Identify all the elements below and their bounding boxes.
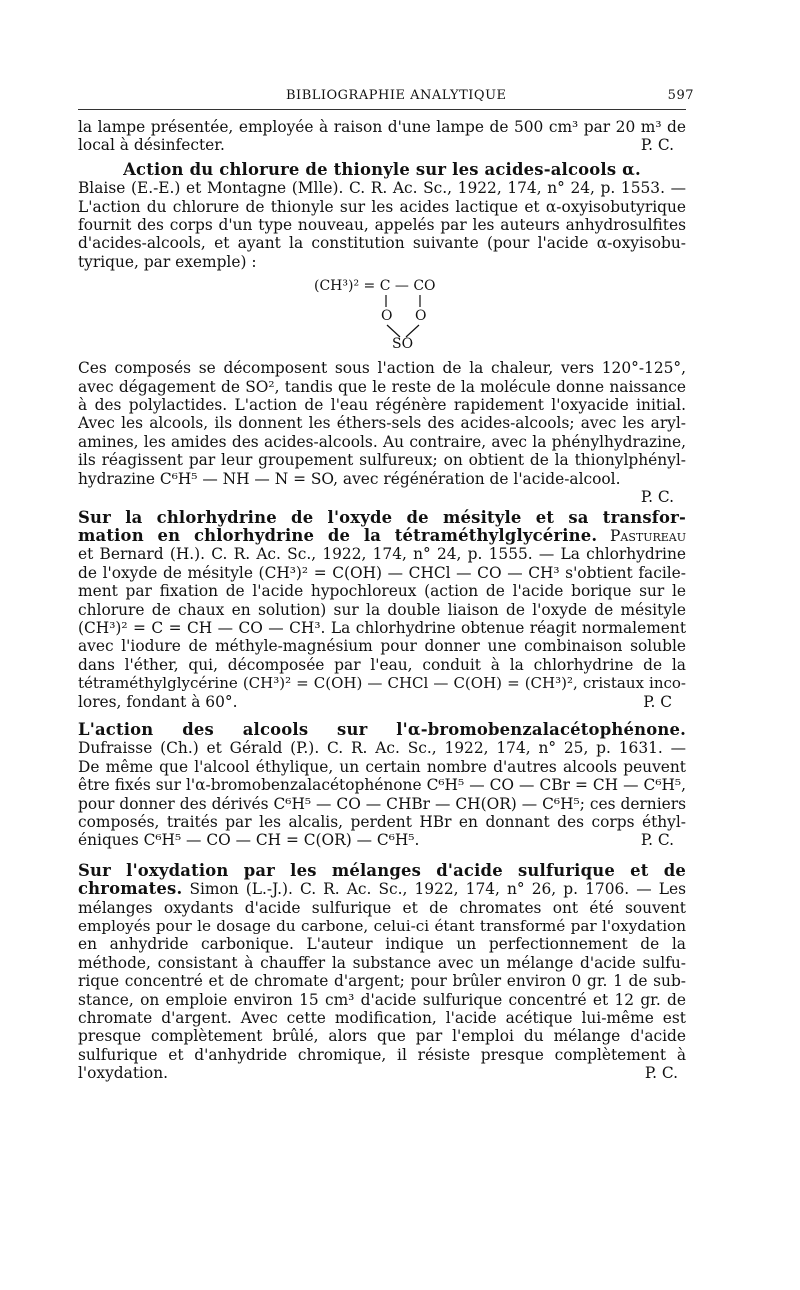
article-heading: Sur l'oxydation par les mélanges d'acide sulfurique et de	[78, 860, 686, 880]
article-bromobenzal	[78, 721, 686, 850]
author-name: Pastureau	[610, 526, 686, 545]
heading-line	[78, 527, 686, 545]
article-heading: chromates.	[78, 879, 183, 899]
citation-line: Blaise (E.-E.) et Montagne (Mlle). C. R. Ac. Sc., 1922, 174, n° 24, p. 1553. —	[78, 179, 686, 198]
text-line-content: lores, fondant à 60°.	[78, 692, 238, 711]
text-line-content: éniques C⁶H⁵ — CO — CH = C(OR) — C⁶H⁵.	[78, 831, 420, 850]
header-rule	[78, 109, 686, 110]
text-line	[78, 831, 686, 849]
text-line: être fixés sur l'α-bromobenzalacétophénone C⁶H⁵ — CO — CBr = CH — C⁶H⁵,	[78, 776, 686, 795]
text-line: Ces composés se décomposent sous l'action de la chaleur, vers 120°-125°,	[78, 359, 686, 378]
signature: P. C	[643, 692, 672, 711]
text-line: hydrazine C⁶H⁵ — NH — N = SO, avec régénération de l'acide-alcool.	[78, 469, 621, 488]
formula-oxygen-left: O	[381, 308, 393, 325]
article-chlorhydrine	[78, 509, 686, 711]
text-line: avec l'iodure de méthyle-magnésium pour donner une combinaison soluble	[78, 637, 686, 656]
page-number: 597	[667, 88, 694, 103]
signature: P. C.	[640, 831, 674, 850]
text-line: mélanges oxydants d'acide sulfurique et de chromates ont été souvent	[78, 898, 686, 917]
text-line-content: local à désinfecter.	[78, 136, 225, 155]
structural-formula	[78, 275, 686, 353]
citation-line: et Bernard (H.). C. R. Ac. Sc., 1922, 174, n° 24, p. 1555. — La chlorhydrine	[78, 545, 686, 564]
formula-bottom: SO	[392, 336, 414, 353]
text-line: pour donner des dérivés C⁶H⁵ — CO — CHBr — CH(OR) — C⁶H⁵; ces derniers	[78, 794, 686, 813]
text-line: en anhydride carbonique. L'auteur indique un perfectionnement de la	[78, 935, 686, 954]
signature: P. C.	[644, 1064, 678, 1083]
text-line: méthode, consistant à chauffer la substance avec un mélange d'acide sulfu-	[78, 953, 686, 972]
article-thionyl	[78, 161, 686, 507]
text-line: tétraméthylglycérine (CH³)² = C(OH) — CHCl — C(OH) = (CH³)², cristaux inco-	[78, 674, 686, 693]
text-line: composés, traités par les alcalis, perdent HBr en donnant des corps éthyl-	[78, 813, 686, 831]
text-line	[78, 693, 686, 711]
text-line: amines, les amides des acides-alcools. Au contraire, avec la phénylhydrazine,	[78, 432, 686, 451]
text-line: rique concentré et de chromate d'argent; pour brûler environ 0 gr. 1 de sub-	[78, 972, 686, 991]
signature: P. C.	[640, 488, 674, 507]
text-line: fournit des corps d'un type nouveau, appelés par les auteurs anhydrosulfites	[78, 216, 686, 235]
running-head	[78, 88, 694, 108]
text-line: d'acides-alcools, et ayant la constitution suivante (pour l'acide α-oxyisobu-	[78, 234, 686, 253]
formula-oxygen-right: O	[415, 308, 427, 325]
text-line	[78, 1064, 686, 1082]
heading-line	[78, 880, 686, 898]
text-line: L'action du chlorure de thionyle sur les acides lactique et α-oxyisobutyrique	[78, 197, 686, 216]
text-line	[78, 136, 686, 154]
text-line: ils réagissent par leur groupement sulfureux; on obtient de la thionylphényl-	[78, 451, 686, 470]
text-line: dans l'éther, qui, décomposée par l'eau, conduit à la chlorhydrine de la	[78, 655, 686, 674]
article-heading: Sur la chlorhydrine de l'oxyde de mésityle et sa transfor-	[78, 507, 686, 527]
text-line: tyrique, par exemple) :	[78, 252, 257, 271]
citation-line: Dufraisse (Ch.) et Gérald (P.). C. R. Ac. Sc., 1922, 174, n° 25, p. 1631. —	[78, 739, 686, 758]
text-line: De même que l'alcool éthylique, un certain nombre d'autres alcools peuvent	[78, 757, 686, 776]
text-line: de l'oxyde de mésityle (CH³)² = C(OH) — CHCl — CO — CH³ s'obtient facile-	[78, 563, 686, 582]
page-body	[78, 118, 686, 1083]
text-line-content: l'oxydation.	[78, 1064, 168, 1083]
citation-text: Simon (L.-J.). C. R. Ac. Sc., 1922, 174, n° 26, p. 1706. — Les	[189, 880, 686, 899]
article-heading: mation en chlorhydrine de la tétraméthylglycérine.	[78, 525, 598, 545]
text-line: avec dégagement de SO², tandis que le reste de la molécule donne naissance	[78, 377, 686, 396]
text-line: (CH³)² = C = CH — CO — CH³. La chlorhydrine obtenue réagit normalement	[78, 618, 686, 637]
text-line: ment par fixation de l'acide hypochloreux (action de l'acide borique sur le	[78, 582, 686, 601]
text-line: la lampe présentée, employée à raison d'une lampe de 500 cm³ par 20 m³ de	[78, 118, 686, 136]
formula-top: (CH³)² = C — CO	[314, 278, 436, 295]
intro-paragraph	[78, 118, 686, 155]
text-line: Avec les alcools, ils donnent les éthers-sels des acides-alcools; avec les aryl-	[78, 414, 686, 433]
text-line: chlorure de chaux en solution) sur la double liaison de l'oxyde de mésityle	[78, 600, 686, 619]
text-line: stance, on emploie environ 15 cm³ d'acide sulfurique concentré et 12 gr. de	[78, 990, 686, 1009]
text-line: employés pour le dosage du carbone, celui-ci étant transformé par l'oxydation	[78, 917, 686, 936]
article-heading: L'action des alcools sur l'α-bromobenzalacétophénone.	[78, 719, 686, 739]
running-title: BIBLIOGRAPHIE ANALYTIQUE	[286, 88, 507, 103]
text-line: chromate d'argent. Avec cette modification, l'acide acétique lui-même est	[78, 1009, 686, 1028]
text-line: à des polylactides. L'action de l'eau régénère rapidement l'oxyacide initial.	[78, 396, 686, 415]
text-line: sulfurique et d'anhydride chromique, il résiste presque complètement à	[78, 1045, 686, 1064]
article-heading: Action du chlorure de thionyle sur les acides-alcools α.	[123, 159, 641, 179]
text-line: presque complètement brûlé, alors que par l'emploi du mélange d'acide	[78, 1027, 686, 1046]
article-oxydation	[78, 862, 686, 1083]
signature: P. C.	[640, 136, 674, 155]
